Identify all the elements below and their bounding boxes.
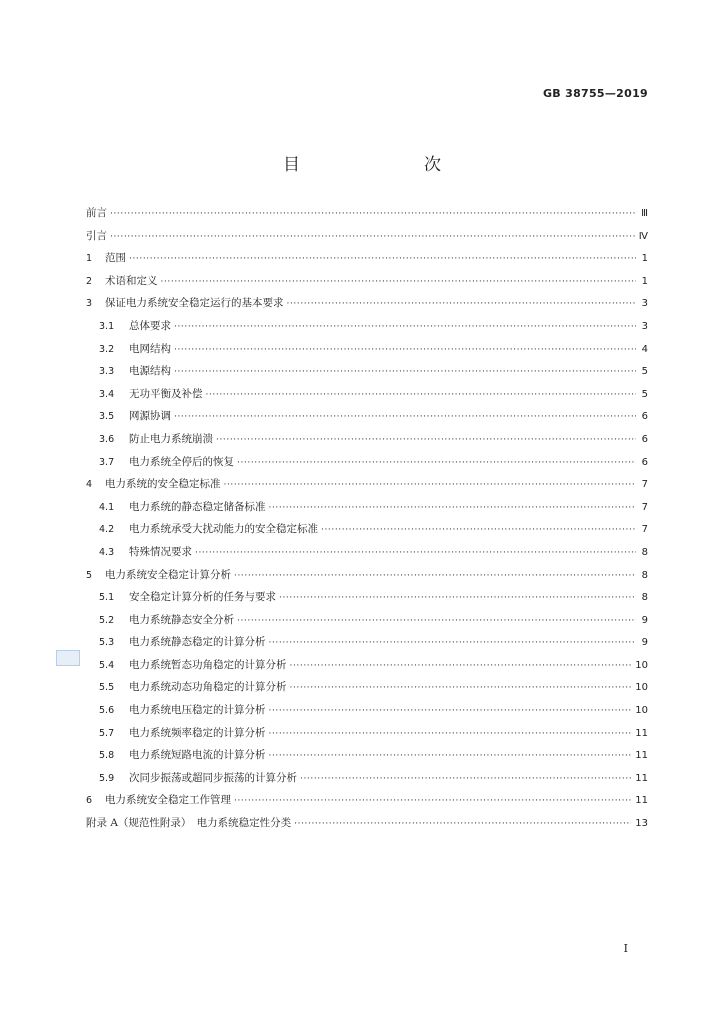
dot-leader: [174, 367, 636, 377]
dot-leader: [290, 683, 632, 693]
toc-entry-number: 3.7: [99, 456, 115, 468]
toc-entry[interactable]: [86, 341, 648, 364]
page-number: I: [623, 942, 628, 955]
toc-entry[interactable]: [86, 363, 648, 386]
toc-entry[interactable]: [86, 567, 648, 590]
toc-entry-label: 安全稳定计算分析的任务与要求: [129, 591, 276, 604]
toc-entry-page: 5: [641, 366, 648, 378]
toc-entry[interactable]: [86, 205, 648, 228]
dot-leader: [206, 390, 637, 400]
toc-entry-label: 电力系统暂态功角稳定的计算分析: [129, 658, 287, 671]
dot-leader: [174, 412, 636, 422]
toc-entry[interactable]: [86, 295, 648, 318]
toc-entry-page: 6: [641, 433, 648, 445]
dot-leader: [269, 751, 632, 761]
toc-entry-label: 电网结构: [129, 342, 171, 355]
toc-entry-page: 8: [641, 569, 648, 581]
dot-leader: [300, 774, 631, 784]
dot-leader: [129, 254, 636, 264]
dot-leader: [290, 661, 632, 671]
toc-entry[interactable]: [86, 747, 648, 770]
toc-entry-label: 总体要求: [129, 319, 171, 332]
toc-entry-page: 3: [641, 320, 648, 332]
toc-entry[interactable]: [86, 612, 648, 635]
toc-entry-page: Ⅲ: [641, 208, 648, 219]
toc-entry-number: 1: [86, 253, 93, 265]
toc-entry[interactable]: [86, 702, 648, 725]
toc-entry[interactable]: [86, 499, 648, 522]
toc-entry-label: 电力系统频率稳定的计算分析: [129, 726, 266, 739]
dot-leader: [269, 503, 637, 513]
page-title: 目 次: [283, 155, 471, 175]
dot-leader: [224, 480, 637, 490]
dot-leader: [174, 322, 636, 332]
toc-entry-page: 6: [641, 456, 648, 468]
toc-entry-label: 电力系统的静态稳定储备标准: [129, 500, 266, 513]
toc-entry-number: 4.3: [99, 546, 115, 558]
dot-leader: [110, 232, 635, 242]
toc-entry-number: 5.4: [99, 659, 115, 671]
toc-entry[interactable]: [86, 679, 648, 702]
toc-entry-label: 电力系统安全稳定工作管理: [105, 794, 231, 807]
toc-entry-page: 8: [641, 546, 648, 558]
toc-entry-label: 次同步振荡或超同步振荡的计算分析: [129, 771, 297, 784]
dot-leader: [237, 458, 636, 468]
toc-entry-number: 5.8: [99, 750, 115, 762]
dot-leader: [294, 819, 631, 829]
toc-entry-page: 10: [635, 682, 648, 694]
dot-leader: [269, 638, 637, 648]
toc-entry-label: 电力系统静态安全分析: [129, 613, 234, 626]
toc-entry-label: 无功平衡及补偿: [129, 387, 203, 400]
toc-entry-number: 5.9: [99, 772, 115, 784]
toc-entry-number: 3.4: [99, 388, 115, 400]
toc-entry-number: 2: [86, 275, 93, 287]
toc-entry[interactable]: [86, 318, 648, 341]
toc-entry-page: 3: [641, 298, 648, 310]
dot-leader: [279, 593, 636, 603]
toc-entry-number: 3: [86, 298, 93, 310]
toc-entry-page: 4: [641, 343, 648, 355]
toc-entry[interactable]: [86, 770, 648, 793]
toc-entry[interactable]: [86, 431, 648, 454]
dot-leader: [161, 277, 637, 287]
toc-entry-label: 电力系统的安全稳定标准: [105, 478, 221, 491]
toc-entry-page: 5: [641, 388, 648, 400]
toc-entry-page: 7: [641, 501, 648, 513]
toc-entry[interactable]: [86, 273, 648, 296]
toc-entry-page: 11: [635, 772, 648, 784]
dot-leader: [269, 706, 632, 716]
dot-leader: [195, 548, 636, 558]
dot-leader: [321, 525, 636, 535]
toc-entry-number: 5.5: [99, 682, 115, 694]
toc-entry[interactable]: [86, 454, 648, 477]
toc-entry-label: 电力系统短路电流的计算分析: [129, 749, 266, 762]
toc-entry-number: 3.1: [99, 320, 115, 332]
toc-entry[interactable]: [86, 725, 648, 748]
toc-entry-label: 电力系统全停后的恢复: [129, 455, 234, 468]
toc-entry-page: 9: [641, 637, 648, 649]
dot-leader: [234, 571, 636, 581]
toc-entry-page: 9: [641, 614, 648, 626]
toc-entry-label: 特殊情况要求: [129, 545, 192, 558]
toc-entry-page: 1: [641, 253, 648, 265]
toc-entry-label: 范围: [105, 252, 126, 265]
toc-entry[interactable]: [86, 657, 648, 680]
toc-entry-number: 5.1: [99, 592, 115, 604]
toc-entry[interactable]: [86, 250, 648, 273]
toc-entry-label: 引言: [86, 229, 107, 242]
dot-leader: [174, 345, 636, 355]
standard-code: GB 38755—2019: [542, 87, 648, 100]
toc-entry[interactable]: [86, 634, 648, 657]
toc-entry-label: 网源协调: [129, 410, 171, 423]
toc-entry-page: 7: [641, 479, 648, 491]
toc-entry[interactable]: [86, 408, 648, 431]
toc-entry-number: 5.3: [99, 637, 115, 649]
toc-entry-page: 13: [635, 818, 648, 830]
toc-entry-number: 6: [86, 795, 93, 807]
toc-entry[interactable]: [86, 228, 648, 251]
toc-entry[interactable]: [86, 386, 648, 409]
toc-entry-label: 保证电力系统安全稳定运行的基本要求: [105, 297, 284, 310]
margin-tab-icon: [56, 650, 80, 666]
toc-entry-page: 7: [641, 524, 648, 536]
toc-entry-number: 3.6: [99, 433, 115, 445]
toc-entry-page: 10: [635, 705, 648, 717]
toc-entry-number: 5.6: [99, 705, 115, 717]
toc-entry-page: 11: [635, 727, 648, 739]
toc-entry-number: 3.2: [99, 343, 115, 355]
table-of-contents: [86, 205, 648, 838]
dot-leader: [110, 209, 636, 219]
toc-entry-number: 3.3: [99, 366, 115, 378]
toc-entry-label: 防止电力系统崩溃: [129, 432, 213, 445]
toc-entry-label: 电源结构: [129, 365, 171, 378]
toc-entry-number: 3.5: [99, 411, 115, 423]
toc-entry-label: 电力系统电压稳定的计算分析: [129, 704, 266, 717]
toc-entry-label: 附录 A（规范性附录） 电力系统稳定性分类: [86, 817, 292, 830]
toc-entry-page: 10: [635, 659, 648, 671]
toc-entry[interactable]: [86, 589, 648, 612]
toc-entry[interactable]: [86, 815, 648, 838]
dot-leader: [237, 616, 636, 626]
toc-entry-number: 5: [86, 569, 93, 581]
dot-leader: [287, 299, 637, 309]
toc-entry-label: 电力系统承受大扰动能力的安全稳定标准: [129, 523, 318, 536]
toc-entry-page: 1: [641, 275, 648, 287]
dot-leader: [269, 729, 632, 739]
dot-leader: [216, 435, 636, 445]
toc-entry-label: 电力系统静态稳定的计算分析: [129, 636, 266, 649]
toc-entry-page: 11: [635, 750, 648, 762]
toc-entry-page: Ⅳ: [638, 230, 648, 242]
toc-entry[interactable]: [86, 792, 648, 815]
toc-entry-label: 前言: [86, 207, 107, 219]
toc-entry[interactable]: [86, 521, 648, 544]
toc-entry-page: 6: [641, 411, 648, 423]
toc-entry-number: 4: [86, 479, 93, 491]
toc-entry-page: 8: [641, 592, 648, 604]
toc-entry-number: 5.2: [99, 614, 115, 626]
dot-leader: [234, 796, 631, 806]
toc-entry-number: 5.7: [99, 727, 115, 739]
toc-entry-number: 4.1: [99, 501, 115, 513]
toc-entry-number: 4.2: [99, 524, 115, 536]
toc-entry[interactable]: [86, 544, 648, 567]
toc-entry-label: 术语和定义: [105, 274, 158, 287]
toc-entry-label: 电力系统动态功角稳定的计算分析: [129, 681, 287, 694]
toc-entry-label: 电力系统安全稳定计算分析: [105, 568, 231, 581]
toc-entry-page: 11: [635, 795, 648, 807]
toc-entry[interactable]: [86, 476, 648, 499]
